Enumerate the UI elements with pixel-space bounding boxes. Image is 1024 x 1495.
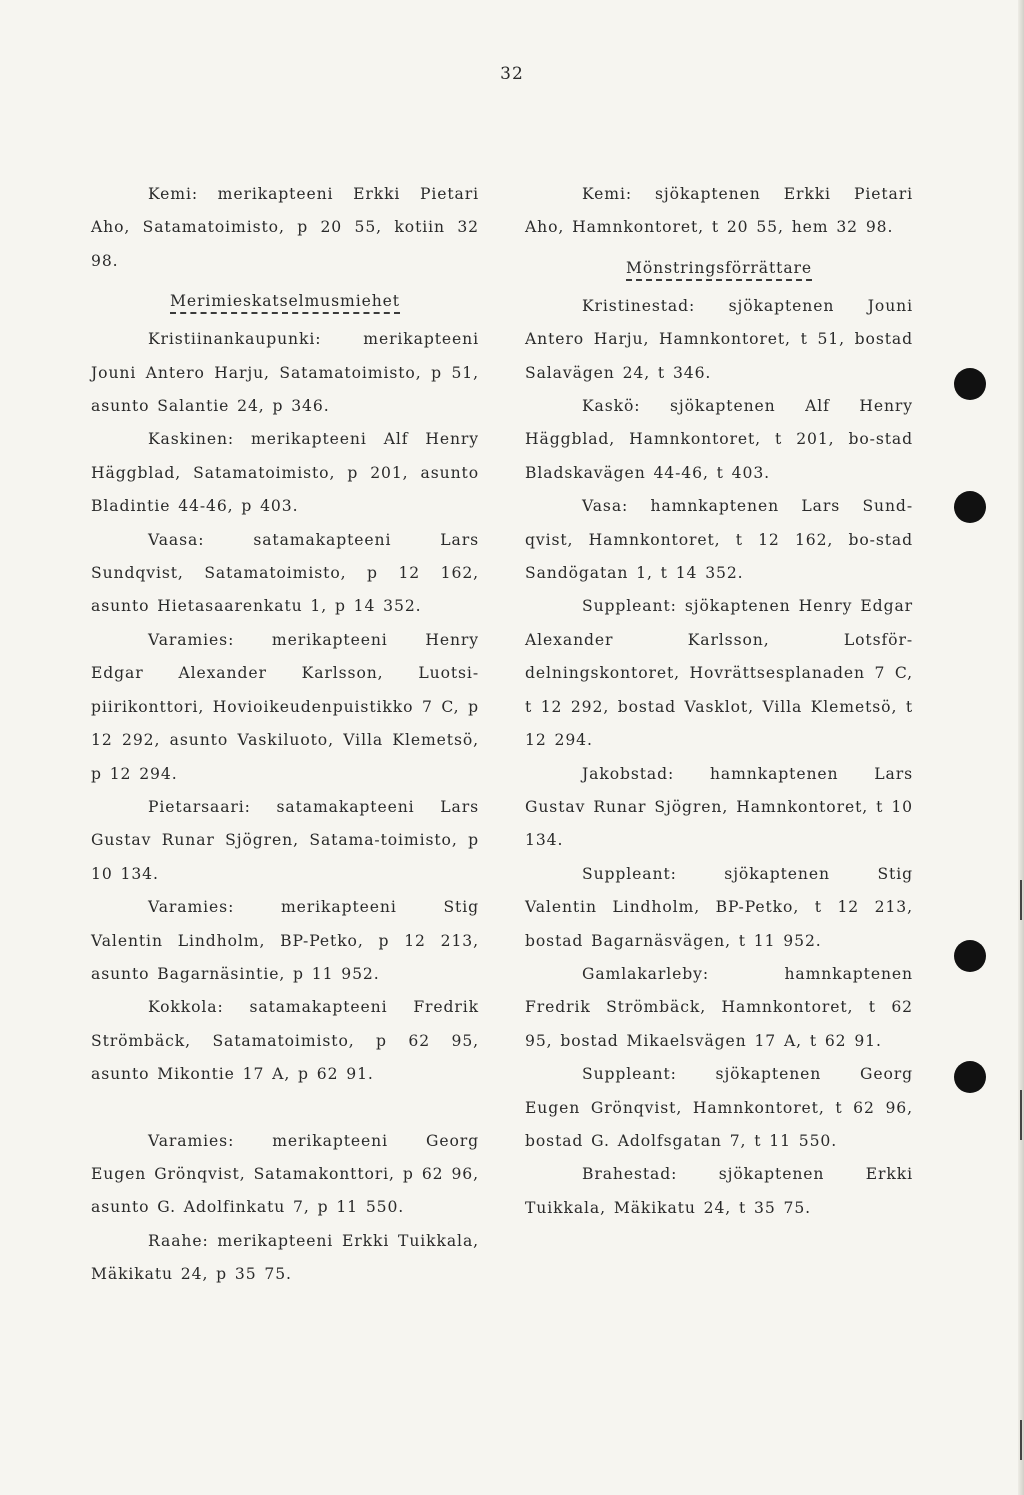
- finnish-intro: Kemi: merikapteeni Erkki Pietari Aho, Satamatoimisto, p 20 55, kotiin 32 98.: [91, 185, 479, 270]
- finnish-heading: [91, 278, 479, 323]
- punch-hole: [954, 1061, 986, 1093]
- edge-mark: [1020, 1090, 1022, 1140]
- finnish-entry-pietarsaari: Pietarsaari: satamakapteeni Lars Gustav Runar Sjögren, Satama-toimisto, p 10 134.: [91, 797, 479, 883]
- swedish-entry-gamlakarleby-suppleant: Suppleant: sjökaptenen Georg Eugen Grönqvist, Hamnkontoret, t 62 96, bostad G. Adolfsgatan 7, t 11 550.: [525, 1065, 913, 1150]
- swedish-intro: Kemi: sjökaptenen Erkki Pietari Aho, Hamnkontoret, t 20 55, hem 32 98.: [525, 185, 913, 237]
- swedish-entry-vasa: Vasa: hamnkaptenen Lars Sund-qvist, Hamnkontoret, t 12 162, bo-stad Sandögatan 1, t 14 352.: [525, 497, 913, 583]
- finnish-entry-kristiinankaupunki: Kristiinankaupunki: merikapteeni Jouni Antero Harju, Satamatoimisto, p 51, asunto Salantie 24, p 346.: [91, 330, 479, 416]
- edge-mark: [1020, 880, 1022, 920]
- punch-hole: [954, 491, 986, 523]
- swedish-column: [525, 178, 913, 1225]
- swedish-entry-kasko: Kaskö: sjökaptenen Alf Henry Häggblad, Hamnkontoret, t 201, bo-stad Bladskavägen 44-46, t 403.: [525, 397, 913, 482]
- swedish-entry-kristinestad: Kristinestad: sjökaptenen Jouni Antero Harju, Hamnkontoret, t 51, bostad Salavägen 24, t 346.: [525, 296, 913, 382]
- swedish-entry-jakobstad-suppleant: Suppleant: sjökaptenen Stig Valentin Lindholm, BP-Petko, t 12 213, bostad Bagarnäsvägen, t 11 952.: [525, 864, 913, 950]
- swedish-entry-gamlakarleby: Gamlakarleby: hamnkaptenen Fredrik Strömbäck, Hamnkontoret, t 62 95, bostad Mikaelsvägen 17 A, t 62 91.: [525, 964, 913, 1050]
- swedish-heading-text: Mönstringsförrättare: [626, 257, 812, 281]
- page-number: 32: [500, 64, 524, 84]
- finnish-column: [91, 178, 479, 1292]
- finnish-spacer: [91, 1092, 479, 1125]
- punch-hole: [954, 940, 986, 972]
- finnish-entry-raahe: Raahe: merikapteeni Erkki Tuikkala, Mäkikatu 24, p 35 75.: [91, 1231, 479, 1284]
- finnish-entry-kokkola: Kokkola: satamakapteeni Fredrik Strömbäck, Satamatoimisto, p 62 95, asunto Mikontie 17 A, p 62 91.: [91, 998, 479, 1084]
- swedish-entry-vasa-suppleant: Suppleant: sjökaptenen Henry Edgar Alexander Karlsson, Lotsför-delningskontoret, Hovrättsesplanaden 7 C, t 12 292, bostad Vasklot, Villa Klemetsö, t 12 294.: [525, 597, 913, 750]
- page-edge: [1018, 0, 1024, 1495]
- finnish-entry-vaasa: Vaasa: satamakapteeni Lars Sundqvist, Satamatoimisto, p 12 162, asunto Hietasaarenkatu 1, p 14 352.: [91, 530, 479, 616]
- finnish-entry-kaskinen: Kaskinen: merikapteeni Alf Henry Häggblad, Satamatoimisto, p 201, asunto Bladintie 44-46, p 403.: [91, 430, 479, 516]
- finnish-entry-vaasa-varamies: Varamies: merikapteeni Henry Edgar Alexander Karlsson, Luotsi-piirikonttori, Hovioikeudenpuistikko 7 C, p 12 292, asunto Vaskiluoto, Villa Klemetsö, p 12 294.: [91, 630, 479, 783]
- punch-hole: [954, 368, 986, 400]
- edge-mark: [1020, 1420, 1022, 1460]
- finnish-entry-kokkola-varamies: Varamies: merikapteeni Georg Eugen Grönqvist, Satamakonttori, p 62 96, asunto G. Adolfinkatu 7, p 11 550.: [91, 1131, 479, 1217]
- swedish-entry-jakobstad: Jakobstad: hamnkaptenen Lars Gustav Runar Sjögren, Hamnkontoret, t 10 134.: [525, 764, 913, 850]
- finnish-heading-text: Merimieskatselmusmiehet: [170, 290, 400, 314]
- swedish-heading: [525, 245, 913, 290]
- swedish-entry-brahestad: Brahestad: sjökaptenen Erkki Tuikkala, Mäkikatu 24, t 35 75.: [525, 1165, 913, 1217]
- finnish-entry-pietarsaari-varamies: Varamies: merikapteeni Stig Valentin Lindholm, BP-Petko, p 12 213, asunto Bagarnäsintie, p 11 952.: [91, 898, 479, 983]
